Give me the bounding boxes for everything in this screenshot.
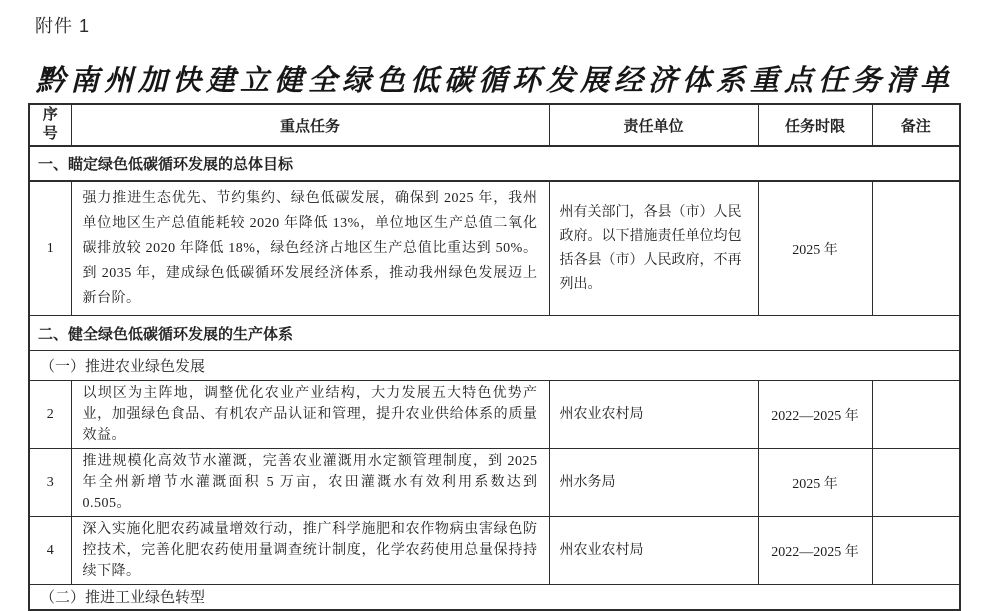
row4-number: 4 xyxy=(29,517,71,585)
task-table xyxy=(28,103,961,611)
column-header-deadline: 任务时限 xyxy=(758,104,872,146)
section-row-2 xyxy=(29,316,960,351)
row1-number: 1 xyxy=(29,181,71,316)
table-row xyxy=(29,181,960,316)
subsection-row-2 xyxy=(29,585,960,610)
column-header-task: 重点任务 xyxy=(71,104,549,146)
column-header-no-label: 序号 xyxy=(42,106,58,142)
row2-deadline: 2022—2025 年 xyxy=(758,381,872,449)
row3-deadline: 2025 年 xyxy=(758,449,872,517)
row3-task: 推进规模化高效节水灌溉，完善农业灌溉用水定额管理制度，到 2025 年全州新增节水灌溉面积 5 万亩，农田灌溉水有效利用系数达到 0.505。 xyxy=(71,449,549,517)
subsection-row-1 xyxy=(29,351,960,381)
section-1-title: 一、瞄定绿色低碳循环发展的总体目标 xyxy=(29,146,960,181)
row3-number: 3 xyxy=(29,449,71,517)
column-header-no xyxy=(29,104,71,146)
row1-remark xyxy=(872,181,960,316)
table-header-row xyxy=(29,104,960,146)
column-header-remark: 备注 xyxy=(872,104,960,146)
section-2-title: 二、健全绿色低碳循环发展的生产体系 xyxy=(29,316,960,351)
table-row xyxy=(29,517,960,585)
subsection-2-title: （二）推进工业绿色转型 xyxy=(29,585,960,610)
row1-deadline: 2025 年 xyxy=(758,181,872,316)
row4-remark xyxy=(872,517,960,585)
section-row-1 xyxy=(29,146,960,181)
row1-unit: 州有关部门，各县（市）人民政府。以下措施责任单位均包括各县（市）人民政府，不再列出。 xyxy=(549,181,758,316)
column-header-unit: 责任单位 xyxy=(549,104,758,146)
row4-unit: 州农业农村局 xyxy=(549,517,758,585)
page-title: 黔南州加快建立健全绿色低碳循环发展经济体系重点任务清单 xyxy=(35,63,954,97)
row2-unit: 州农业农村局 xyxy=(549,381,758,449)
row2-number: 2 xyxy=(29,381,71,449)
row2-task: 以坝区为主阵地，调整优化农业产业结构，大力发展五大特色优势产业，加强绿色食品、有机农产品认证和管理，提升农业供给体系的质量效益。 xyxy=(71,381,549,449)
attachment-label: 附件 1 xyxy=(35,16,91,36)
subsection-1-title: （一）推进农业绿色发展 xyxy=(29,351,960,381)
row3-remark xyxy=(872,449,960,517)
table-row xyxy=(29,449,960,517)
row4-deadline: 2022—2025 年 xyxy=(758,517,872,585)
row1-task: 强力推进生态优先、节约集约、绿色低碳发展，确保到 2025 年，我州单位地区生产总值能耗较 2020 年降低 13%，单位地区生产总值二氧化碳排放较 2020 年降低 18%，绿色经济占地区生产总值比重达到 50%。到 2035 年，建成绿色低碳循环发展经济体系，推动我州绿色发展迈上新台阶。 xyxy=(71,181,549,316)
table-row xyxy=(29,381,960,449)
row4-task: 深入实施化肥农药减量增效行动，推广科学施肥和农作物病虫害绿色防控技术，完善化肥农药使用量调查统计制度，化学农药使用总量保持持续下降。 xyxy=(71,517,549,585)
row2-remark xyxy=(872,381,960,449)
row3-unit: 州水务局 xyxy=(549,449,758,517)
